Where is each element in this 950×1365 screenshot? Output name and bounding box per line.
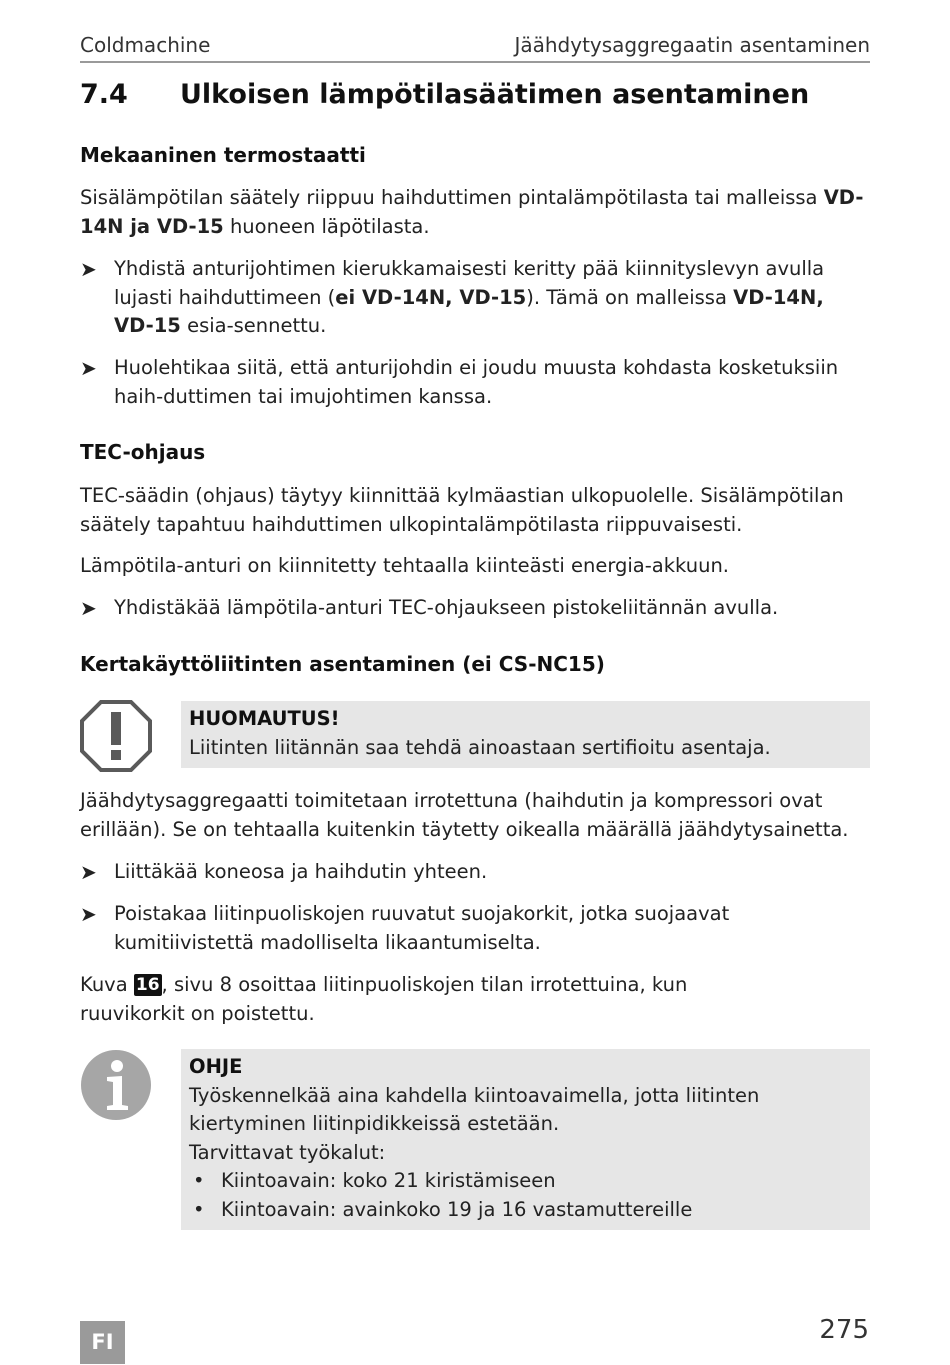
mech-bullet-1 bbox=[80, 255, 870, 341]
kerta-bullet-2 bbox=[80, 900, 870, 957]
note-title: OHJE bbox=[189, 1055, 243, 1078]
arrow-icon: ➤ bbox=[80, 860, 97, 884]
arrow-icon: ➤ bbox=[80, 257, 97, 281]
mech-bullet-2 bbox=[80, 354, 870, 411]
text-run: Yhdistä anturijohtimen kierukkamaisesti keritty pää kiinnityslevyn avulla lujasti haihduttimeen ( bbox=[114, 257, 825, 309]
note-text: Työskennelkää aina kahdella kiintoavaimella, jotta liitinten kiertyminen liitinpidikkeissä estetään. bbox=[189, 1083, 760, 1135]
text-run: , sivu 8 osoittaa liitinpuoliskojen tilan irrotettuina, kun ruuvikorkit on poistettu. bbox=[80, 973, 688, 1025]
tec-paragraph-2: Lämpötila-anturi on kiinnitetty tehtaalla kiinteästi energia-akkuun. bbox=[80, 554, 730, 577]
bullet-text: Liittäkää koneosa ja haihdutin yhteen. bbox=[114, 860, 488, 883]
figure-reference: 16 bbox=[135, 975, 160, 995]
arrow-icon: ➤ bbox=[80, 902, 97, 926]
notice-box bbox=[181, 701, 870, 768]
subheading-tec: TEC-ohjaus bbox=[80, 440, 206, 464]
section-number: 7.4 bbox=[80, 79, 128, 110]
exclamation-octagon-icon bbox=[80, 700, 152, 772]
arrow-icon: ➤ bbox=[80, 356, 97, 380]
tec-bullet-1 bbox=[80, 594, 870, 623]
kerta-bullet-1 bbox=[80, 858, 870, 887]
model-names: VD-14N, VD-15 bbox=[114, 285, 824, 337]
text-run: ). Tämä on malleissa bbox=[526, 285, 734, 309]
running-header bbox=[80, 31, 870, 63]
bullet-text bbox=[114, 255, 870, 341]
tec-paragraph-1: TEC-säädin (ohjaus) täytyy kiinnittää kylmäastian ulkopuolelle. Sisälämpötilan säätely tapahtuu haihduttimen ulkopintalämpötilasta riippuvaisesti. bbox=[80, 484, 844, 536]
model-names: ei VD-14N, VD-15 bbox=[335, 285, 527, 309]
note-tools-label: Tarvittavat työkalut: bbox=[189, 1140, 386, 1164]
header-right: Jäähdytysaggregaatin asentaminen bbox=[514, 33, 870, 57]
bullet-text: Poistakaa liitinpuoliskojen ruuvatut suojakorkit, jotka suojaavat kumitiivistettä madolliselta likaantumiselta. bbox=[114, 902, 730, 954]
text-run: esia-sennettu. bbox=[180, 314, 327, 337]
arrow-icon: ➤ bbox=[80, 596, 97, 620]
subheading-mech: Mekaaninen termostaatti bbox=[80, 143, 366, 167]
text-run: Sisälämpötilan säätely riippuu haihduttimen pintalämpötilasta tai malleissa bbox=[80, 186, 824, 209]
info-circle-icon bbox=[80, 1049, 152, 1121]
notice-text: Liitinten liitännän saa tehdä ainoastaan sertifioitu asentaja. bbox=[189, 735, 771, 759]
tools-list bbox=[189, 1167, 862, 1224]
kerta-paragraph-1: Jäähdytysaggregaatti toimitetaan irrotettuna (haihdutin ja kompressori ovat erillään). Se on tehtaalla kuitenkin täytetty oikealla määrällä jäähdytysainetta. bbox=[80, 789, 849, 841]
bullet-text: Yhdistäkää lämpötila-anturi TEC-ohjaukseen pistokeliitännän avulla. bbox=[114, 596, 779, 619]
list-item: • Kiintoavain: avainkoko 19 ja 16 vastamuttereille bbox=[189, 1196, 862, 1225]
page-number: 275 bbox=[819, 1315, 869, 1345]
language-tab: FI bbox=[80, 1321, 125, 1364]
model-names: VD-14N ja VD-15 bbox=[80, 186, 864, 238]
text-run: Kuva bbox=[80, 973, 134, 996]
bullet-text: Huolehtikaa siitä, että anturijohdin ei joudu muusta kohdasta kosketuksiin haih-duttimen tai imujohtimen kanssa. bbox=[114, 356, 839, 408]
text-run: huoneen läpötilasta. bbox=[223, 214, 430, 238]
section-title: Ulkoisen lämpötilasäätimen asentaminen bbox=[180, 79, 810, 110]
list-item: • Kiintoavain: koko 21 kiristämiseen bbox=[189, 1167, 862, 1196]
subheading-kerta: Kertakäyttöliitinten asentaminen (ei CS-NC15) bbox=[80, 652, 605, 676]
header-left: Coldmachine bbox=[80, 33, 211, 57]
mech-paragraph bbox=[80, 184, 870, 241]
kerta-paragraph-2 bbox=[80, 971, 780, 1028]
notice-title: HUOMAUTUS! bbox=[189, 707, 340, 730]
note-box bbox=[181, 1049, 870, 1230]
